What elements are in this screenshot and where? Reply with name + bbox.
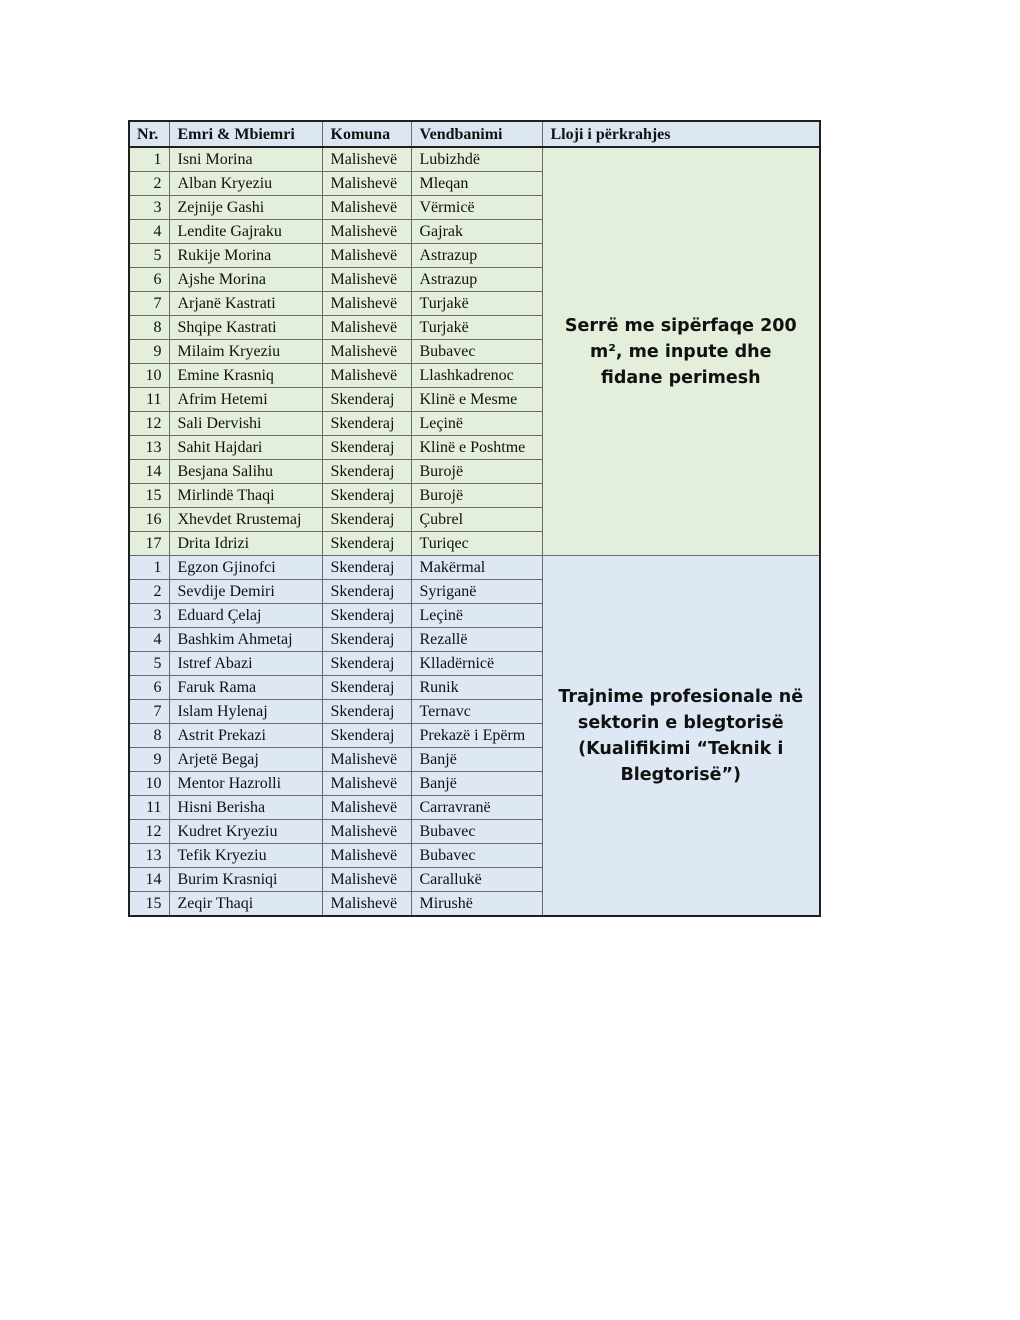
row-komuna: Skenderaj	[322, 460, 411, 484]
row-number: 16	[129, 508, 169, 532]
row-number: 11	[129, 796, 169, 820]
row-number: 17	[129, 532, 169, 556]
row-number: 12	[129, 820, 169, 844]
row-number: 3	[129, 604, 169, 628]
row-vendbanimi: Leçinë	[411, 412, 542, 436]
row-name: Mirlindë Thaqi	[169, 484, 322, 508]
row-name: Zejnije Gashi	[169, 196, 322, 220]
row-vendbanimi: Carallukë	[411, 868, 542, 892]
row-name: Sahit Hajdari	[169, 436, 322, 460]
row-number: 12	[129, 412, 169, 436]
row-name: Emine Krasniq	[169, 364, 322, 388]
row-komuna: Skenderaj	[322, 436, 411, 460]
row-number: 2	[129, 172, 169, 196]
row-number: 15	[129, 892, 169, 917]
row-vendbanimi: Syriganë	[411, 580, 542, 604]
row-name: Ajshe Morina	[169, 268, 322, 292]
row-number: 11	[129, 388, 169, 412]
row-vendbanimi: Çubrel	[411, 508, 542, 532]
row-komuna: Skenderaj	[322, 388, 411, 412]
row-komuna: Skenderaj	[322, 700, 411, 724]
row-vendbanimi: Lubizhdë	[411, 147, 542, 172]
row-name: Mentor Hazrolli	[169, 772, 322, 796]
row-vendbanimi: Astrazup	[411, 244, 542, 268]
row-komuna: Malishevë	[322, 364, 411, 388]
row-name: Afrim Hetemi	[169, 388, 322, 412]
row-vendbanimi: Llashkadrenoc	[411, 364, 542, 388]
row-number: 9	[129, 748, 169, 772]
row-name: Istref Abazi	[169, 652, 322, 676]
row-name: Lendite Gajraku	[169, 220, 322, 244]
row-name: Drita Idrizi	[169, 532, 322, 556]
header-vendbanimi: Vendbanimi	[411, 121, 542, 147]
row-vendbanimi: Gajrak	[411, 220, 542, 244]
row-vendbanimi: Bubavec	[411, 844, 542, 868]
row-vendbanimi: Carravranë	[411, 796, 542, 820]
row-komuna: Skenderaj	[322, 676, 411, 700]
row-vendbanimi: Klinë e Poshtme	[411, 436, 542, 460]
row-name: Rukije Morina	[169, 244, 322, 268]
header-row	[129, 121, 820, 147]
row-komuna: Malishevë	[322, 340, 411, 364]
table-header	[129, 121, 820, 147]
row-name: Tefik Kryeziu	[169, 844, 322, 868]
row-name: Zeqir Thaqi	[169, 892, 322, 917]
row-vendbanimi: Turiqec	[411, 532, 542, 556]
row-name: Alban Kryeziu	[169, 172, 322, 196]
row-komuna: Malishevë	[322, 892, 411, 917]
row-name: Kudret Kryeziu	[169, 820, 322, 844]
row-number: 13	[129, 436, 169, 460]
row-komuna: Malishevë	[322, 748, 411, 772]
row-vendbanimi: Runik	[411, 676, 542, 700]
row-komuna: Malishevë	[322, 268, 411, 292]
row-number: 7	[129, 700, 169, 724]
row-number: 9	[129, 340, 169, 364]
row-komuna: Malishevë	[322, 820, 411, 844]
row-number: 15	[129, 484, 169, 508]
row-vendbanimi: Klinë e Mesme	[411, 388, 542, 412]
row-name: Bashkim Ahmetaj	[169, 628, 322, 652]
row-vendbanimi: Turjakë	[411, 316, 542, 340]
row-number: 5	[129, 244, 169, 268]
row-komuna: Skenderaj	[322, 412, 411, 436]
row-vendbanimi: Banjë	[411, 748, 542, 772]
row-number: 1	[129, 556, 169, 580]
row-number: 6	[129, 268, 169, 292]
row-number: 10	[129, 772, 169, 796]
row-komuna: Skenderaj	[322, 484, 411, 508]
row-vendbanimi: Leçinë	[411, 604, 542, 628]
row-vendbanimi: Bubavec	[411, 820, 542, 844]
row-komuna: Skenderaj	[322, 580, 411, 604]
row-komuna: Skenderaj	[322, 604, 411, 628]
row-number: 14	[129, 868, 169, 892]
row-number: 4	[129, 628, 169, 652]
row-vendbanimi: Prekazë i Epërm	[411, 724, 542, 748]
row-number: 10	[129, 364, 169, 388]
row-number: 5	[129, 652, 169, 676]
row-komuna: Malishevë	[322, 196, 411, 220]
beneficiaries-table	[128, 120, 821, 917]
row-vendbanimi: Vërmicë	[411, 196, 542, 220]
row-vendbanimi: Ternavc	[411, 700, 542, 724]
row-komuna: Malishevë	[322, 868, 411, 892]
row-name: Burim Krasniqi	[169, 868, 322, 892]
row-name: Besjana Salihu	[169, 460, 322, 484]
row-vendbanimi: Mleqan	[411, 172, 542, 196]
row-name: Xhevdet Rrustemaj	[169, 508, 322, 532]
row-name: Faruk Rama	[169, 676, 322, 700]
row-komuna: Malishevë	[322, 244, 411, 268]
row-komuna: Malishevë	[322, 772, 411, 796]
row-komuna: Malishevë	[322, 844, 411, 868]
row-number: 7	[129, 292, 169, 316]
header-lloji: Lloji i përkrahjes	[542, 121, 820, 147]
support-type-cell	[542, 147, 820, 556]
row-number: 13	[129, 844, 169, 868]
row-komuna: Skenderaj	[322, 508, 411, 532]
support-type-cell	[542, 556, 820, 917]
row-komuna: Skenderaj	[322, 652, 411, 676]
row-vendbanimi: Turjakë	[411, 292, 542, 316]
row-vendbanimi: Bubavec	[411, 340, 542, 364]
row-name: Islam Hylenaj	[169, 700, 322, 724]
header-nr: Nr.	[129, 121, 169, 147]
row-vendbanimi: Mirushë	[411, 892, 542, 917]
row-name: Arjetë Begaj	[169, 748, 322, 772]
row-name: Astrit Prekazi	[169, 724, 322, 748]
row-vendbanimi: Klladërnicë	[411, 652, 542, 676]
table-row	[129, 556, 820, 580]
header-komuna: Komuna	[322, 121, 411, 147]
row-number: 8	[129, 316, 169, 340]
support-type-label: Serrë me sipërfaqe 200 m², me inpute dhe fidane perimesh	[564, 315, 797, 388]
header-name: Emri & Mbiemri	[169, 121, 322, 147]
row-vendbanimi: Rezallë	[411, 628, 542, 652]
row-name: Milaim Kryeziu	[169, 340, 322, 364]
table-body	[129, 147, 820, 916]
table-row	[129, 147, 820, 172]
row-name: Isni Morina	[169, 147, 322, 172]
row-komuna: Skenderaj	[322, 556, 411, 580]
row-vendbanimi: Makërmal	[411, 556, 542, 580]
row-name: Eduard Çelaj	[169, 604, 322, 628]
row-komuna: Malishevë	[322, 220, 411, 244]
row-number: 14	[129, 460, 169, 484]
row-komuna: Skenderaj	[322, 532, 411, 556]
row-komuna: Malishevë	[322, 292, 411, 316]
row-komuna: Malishevë	[322, 796, 411, 820]
row-number: 1	[129, 147, 169, 172]
row-number: 6	[129, 676, 169, 700]
row-name: Sevdije Demiri	[169, 580, 322, 604]
row-name: Sali Dervishi	[169, 412, 322, 436]
row-vendbanimi: Burojë	[411, 460, 542, 484]
row-vendbanimi: Astrazup	[411, 268, 542, 292]
row-name: Arjanë Kastrati	[169, 292, 322, 316]
row-number: 8	[129, 724, 169, 748]
row-komuna: Skenderaj	[322, 724, 411, 748]
row-komuna: Malishevë	[322, 147, 411, 172]
row-name: Hisni Berisha	[169, 796, 322, 820]
row-number: 4	[129, 220, 169, 244]
row-komuna: Skenderaj	[322, 628, 411, 652]
row-komuna: Malishevë	[322, 316, 411, 340]
row-vendbanimi: Banjë	[411, 772, 542, 796]
support-type-label: Trajnime profesionale në sektorin e blegtorisë (Kualifikimi “Teknik i Blegtorisë”)	[558, 686, 804, 785]
row-komuna: Malishevë	[322, 172, 411, 196]
row-vendbanimi: Burojë	[411, 484, 542, 508]
row-number: 3	[129, 196, 169, 220]
row-number: 2	[129, 580, 169, 604]
row-name: Egzon Gjinofci	[169, 556, 322, 580]
row-name: Shqipe Kastrati	[169, 316, 322, 340]
